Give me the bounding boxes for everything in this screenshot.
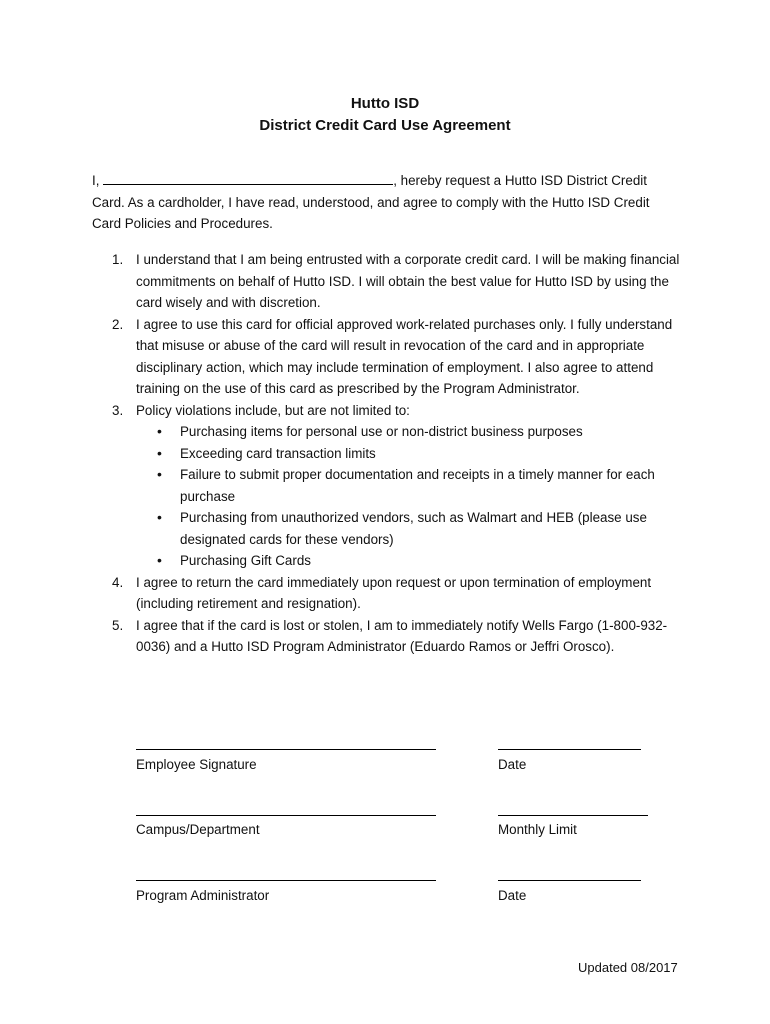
employee-signature-label: Employee Signature [136, 757, 257, 772]
monthly-limit-line[interactable] [498, 815, 648, 816]
date-label-1: Date [498, 757, 527, 772]
document-title-line2: District Credit Card Use Agreement [259, 117, 511, 134]
intro-paragraph [92, 170, 682, 235]
item-number: 1. [112, 252, 124, 267]
document-title-line1: Hutto ISD [350, 95, 420, 112]
agreement-item [112, 249, 682, 314]
date-line-1[interactable] [498, 749, 641, 750]
name-blank-line[interactable] [103, 170, 393, 185]
date-label-2: Date [498, 888, 527, 903]
item-number: 4. [112, 574, 124, 590]
updated-date: Updated 08/2017 [578, 960, 678, 975]
violation-item: • Purchasing Gift Cards [157, 550, 682, 572]
agreement-list [112, 249, 682, 658]
date-line-2[interactable] [498, 880, 641, 881]
violations-list [136, 421, 682, 572]
item-text: I agree that if the card is lost or stolen, I am to immediately notify Wells Fargo (1-800-932-0036) and a Hutto ISD Program Administrator (Eduardo Ramos or Jeffri Orosco). [136, 617, 668, 654]
item-text: I agree to use this card for official approved work-related purchases only. I fully understand that misuse or abuse of the card will result in revocation of the card and in appropriate disciplinary action, which may include termination of employment. I also agree to attend training on the use of this card as prescribed by the Program Administrator. [136, 316, 673, 396]
program-administrator-line[interactable] [136, 880, 436, 881]
agreement-item [112, 615, 682, 658]
agreement-item [112, 572, 682, 615]
program-administrator-label: Program Administrator [136, 888, 270, 903]
violation-item: • Failure to submit proper documentation and receipts in a timely manner for each purchase [157, 464, 682, 507]
employee-signature-line[interactable] [136, 749, 436, 750]
intro-prefix: I, [92, 173, 100, 188]
campus-department-label: Campus/Department [136, 822, 260, 837]
campus-department-line[interactable] [136, 815, 436, 816]
item-number: 3. [112, 402, 124, 418]
violation-item: • Purchasing items for personal use or non-district business purposes [157, 421, 682, 443]
violation-item: • Exceeding card transaction limits [157, 443, 682, 465]
item-number: 5. [112, 617, 124, 633]
item-text: Policy violations include, but are not limited to: [136, 402, 410, 418]
monthly-limit-label: Monthly Limit [498, 822, 577, 837]
agreement-item [112, 314, 682, 400]
item-number: 2. [112, 316, 124, 332]
intro-text: , hereby request a Hutto ISD District Credit Card. As a cardholder, I have read, understood, and agree to comply with the Hutto ISD Credit Card Policies and Procedures. [92, 173, 650, 231]
item-text: I understand that I am being entrusted with a corporate credit card. I will be making financial commitments on behalf of Hutto ISD. I will obtain the best value for Hutto ISD by using the card wisely and with discretion. [136, 252, 680, 310]
item-text: I agree to return the card immediately upon request or upon termination of employment (including retirement and resignation). [136, 574, 652, 611]
agreement-item [112, 400, 682, 572]
violation-item: • Purchasing from unauthorized vendors, such as Walmart and HEB (please use designated cards for these vendors) [157, 507, 682, 550]
